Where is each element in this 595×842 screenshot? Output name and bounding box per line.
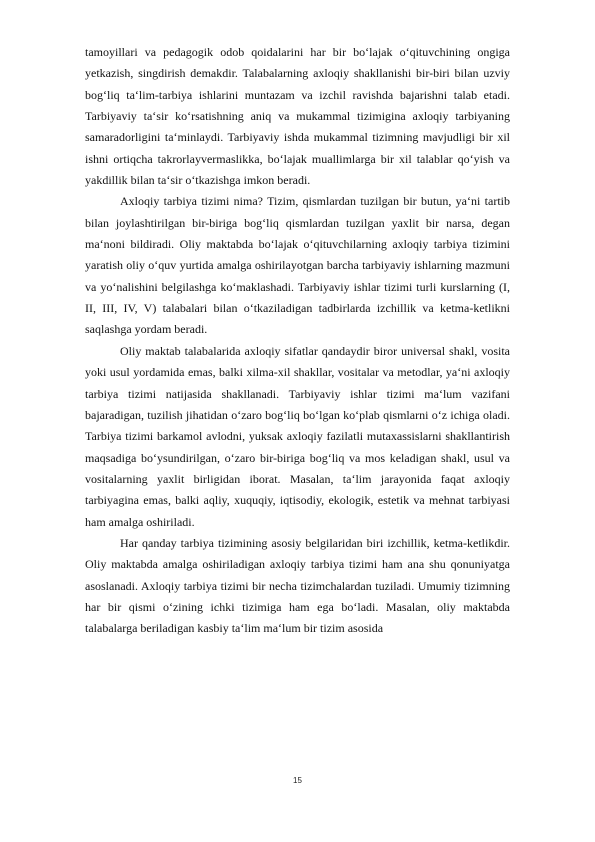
page-number: 15 (293, 776, 302, 785)
body-text (85, 42, 510, 640)
paragraph-axloqiy-tarbiya-tizimi: Axloqiy tarbiya tizimi nima? Tizim, qismlardan tuzilgan bir butun, ya‘ni tartib bilan joylashtirilgan bir-biriga bog‘liq qismlardan tuzilgan yaxlit bir narsa, degan ma‘noni bildiradi. Oliy maktabda bo‘lajak o‘qituvchilarning axloqiy tarbiya tizimini yaratish oliy o‘quv yurtida amalga oshirilayotgan barcha tarbiyaviy ishlarning mazmuni va yo‘nalishini belgilashga ko‘maklashadi. Tarbiyaviy ishlar tizimi turli kurslarning (I, II, III, IV, V) talabalari bilan o‘tkaziladigan tadbirlarda izchillik va ketma-ketlikni saqlashga yordam beradi. (85, 194, 510, 337)
paragraph-oliy-maktab-talabalari: Oliy maktab talabalarida axloqiy sifatlar qandaydir biror universal shakl, vosita yoki usul yordamida emas, balki xilma-xil shakllar, vositalar va metodlar, ya‘ni axloqiy tarbiya tizimi natijasida shakllanadi. Tarbiyaviy ishlar tizimi ma‘lum vazifani bajaradigan, tuzilish jihatidan o‘zaro bog‘liq bo‘lgan ko‘plab qismlarni o‘z ichiga oladi. Tarbiya tizimi barkamol avlodni, yuksak axloqiy fazilatli mutaxassislarni shakllantirish maqsadiga bo‘ysundirilgan, o‘zaro bir-biriga bog‘liq va mos keladigan shakl, usul va vositalarning yaxlit birligidan iborat. Masalan, ta‘lim jarayonida faqat axloqiy tarbiyagina emas, balki aqliy, xuquqiy, iqtisodiy, ekologik, estetik va mehnat tarbiyasi ham amalga oshiriladi. (85, 343, 510, 529)
paragraph-continuation: tamoyillari va pedagogik odob qoidalarini har bir bo‘lajak o‘qituvchining ongiga yetkazish, singdirish demakdir. Talabalarning axloqiy shakllanishi bir-biri bilan uzviy bog‘liq ta‘lim-tarbiya ishlarini muntazam va izchil ravishda bajarishni talab etadi. Tarbiyaviy ta‘sir ko‘rsatishning aniq va mukammal tizimigina axloqiy tarbiyaning samaradorligini ta‘minlaydi. Tarbiyaviy ishda mukammal tizimning mavjudligi bir xil ishni ortiqcha takrorlayvermaslikka, bo‘lajak muallimlarga bir xil talablar qo‘yish va yakdillik bilan ta‘sir o‘tkazishga imkon beradi. (85, 45, 510, 188)
paragraph-izchillik: Har qanday tarbiya tizimining asosiy belgilaridan biri izchillik, ketma-ketlikdir. Oliy maktabda amalga oshiriladigan axloqiy tarbiya tizimi ham ana shu qonuniyatga asoslanadi. Axloqiy tarbiya tizimi bir necha tizimchalardan tuziladi. Umumiy tizimning har bir qismi o‘zining ichki tizimiga ham ega bo‘ladi. Masalan, oliy maktabda talabalarga beriladigan kasbiy ta‘lim ma‘lum bir tizim asosida (85, 535, 510, 636)
